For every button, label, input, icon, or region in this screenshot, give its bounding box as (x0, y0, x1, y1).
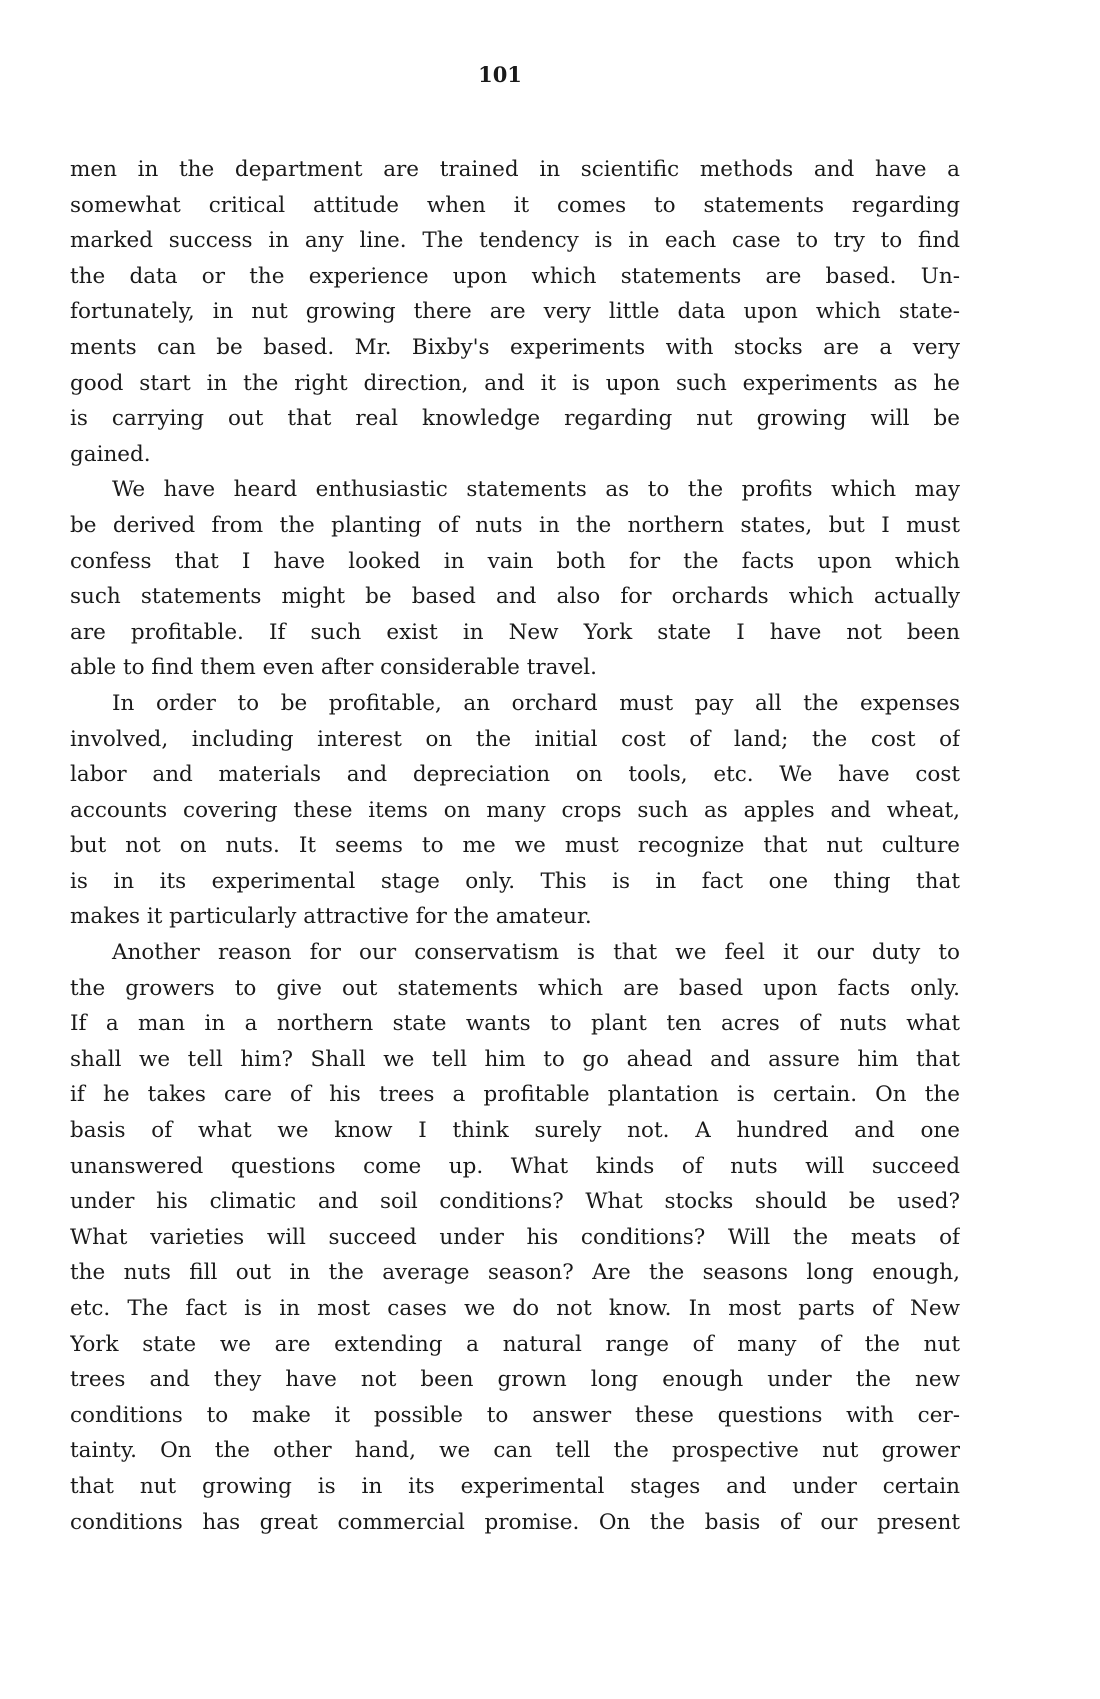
paragraph (70, 152, 960, 472)
text-line: be derived from the planting of nuts in the northern states, but I must (70, 512, 960, 538)
paragraph (70, 472, 960, 686)
text-line: We have heard enthusiastic statements as to the profits which may (112, 477, 960, 503)
text-line: York state we are extending a natural range of many of the nut (70, 1331, 960, 1357)
text-line: that nut growing is in its experimental stages and under certain (70, 1473, 960, 1499)
text-line: is in its experimental stage only. This is in fact one thing that (70, 868, 960, 894)
text-line: confess that I have looked in vain both for the facts upon which (70, 548, 960, 574)
text-line: but not on nuts. It seems to me we must recognize that nut culture (70, 833, 960, 859)
paragraph (70, 935, 960, 1540)
text-line: ments can be based. Mr. Bixby's experiments with stocks are a very (70, 334, 960, 360)
text-line: the growers to give out statements which are based upon facts only. (70, 975, 960, 1001)
paragraph (70, 686, 960, 935)
text-line: Another reason for our conservatism is that we feel it our duty to (112, 940, 960, 966)
text-line: are profitable. If such exist in New York state I have not been (70, 619, 960, 645)
text-line: if he takes care of his trees a profitable plantation is certain. On the (70, 1082, 960, 1108)
page-number: 101 (478, 62, 522, 87)
text-line: conditions to make it possible to answer these questions with cer- (70, 1402, 960, 1428)
text-line: involved, including interest on the initial cost of land; the cost of (70, 726, 960, 752)
text-line: the nuts fill out in the average season? Are the seasons long enough, (70, 1260, 960, 1286)
text-line: makes it particularly attractive for the amateur. (70, 904, 592, 930)
text-line: tainty. On the other hand, we can tell the prospective nut grower (70, 1438, 960, 1464)
text-line: under his climatic and soil conditions? What stocks should be used? (70, 1189, 960, 1215)
text-line: In order to be profitable, an orchard must pay all the expenses (112, 690, 960, 716)
text-line: gained. (70, 441, 151, 467)
text-line: is carrying out that real knowledge regarding nut growing will be (70, 406, 960, 432)
text-line: What varieties will succeed under his conditions? Will the meats of (70, 1224, 960, 1250)
text-line: somewhat critical attitude when it comes to statements regarding (70, 192, 960, 218)
text-line: basis of what we know I think surely not. A hundred and one (70, 1118, 960, 1144)
text-line: labor and materials and depreciation on tools, etc. We have cost (70, 762, 960, 788)
text-line: conditions has great commercial promise. On the basis of our present (70, 1509, 960, 1535)
text-line: If a man in a northern state wants to plant ten acres of nuts what (70, 1011, 960, 1037)
page-body (70, 152, 960, 1540)
text-line: etc. The fact is in most cases we do not know. In most parts of New (70, 1296, 960, 1321)
text-line: fortunately, in nut growing there are very little data upon which state- (70, 299, 960, 325)
text-line: accounts covering these items on many crops such as apples and wheat, (70, 797, 960, 823)
text-line: such statements might be based and also for orchards which actually (70, 584, 960, 610)
text-line: trees and they have not been grown long enough under the new (70, 1367, 960, 1393)
text-line: men in the department are trained in scientific methods and have a (70, 157, 960, 182)
text-line: the data or the experience upon which statements are based. Un- (70, 263, 960, 289)
text-line: good start in the right direction, and it is upon such experiments as he (70, 370, 960, 396)
text-line: unanswered questions come up. What kinds of nuts will succeed (70, 1153, 960, 1179)
text-line: marked success in any line. The tendency is in each case to try to find (70, 228, 960, 254)
text-line: able to find them even after considerable travel. (70, 655, 598, 681)
text-line: shall we tell him? Shall we tell him to go ahead and assure him that (70, 1046, 960, 1072)
